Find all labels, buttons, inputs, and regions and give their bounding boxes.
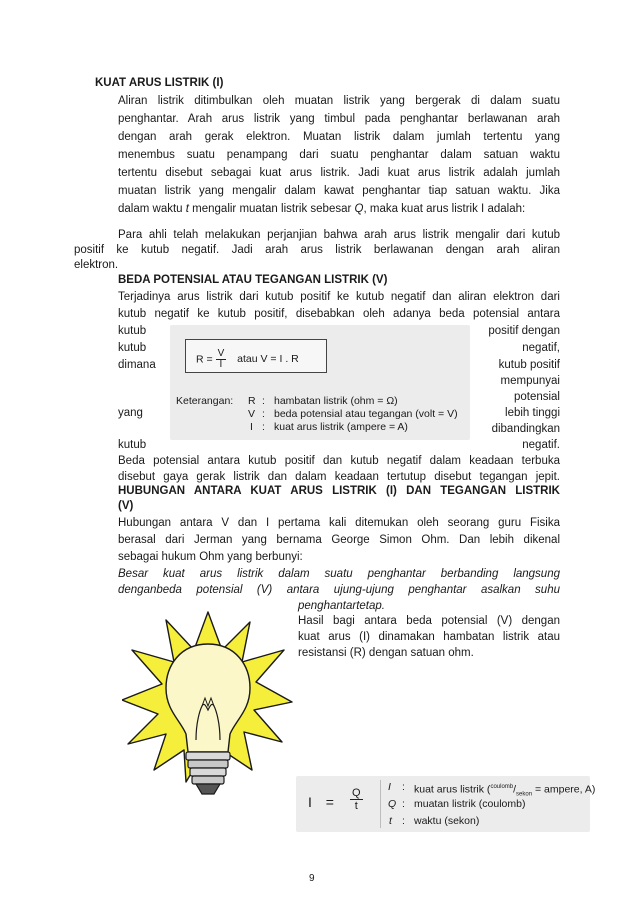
legend-sep: :: [402, 781, 405, 793]
paragraph-line: Beda potensial antara kutub positif dan kutub negatif dalam keadaan terbuka: [118, 455, 560, 467]
paragraph-line: muatan listrik yang mengalir dalam kawat penghantar tiap satuan waktu. Jika: [118, 185, 560, 197]
legend-sep: :: [402, 798, 405, 810]
legend-symbol: t: [389, 815, 392, 827]
legend-symbol: V: [248, 408, 256, 420]
paragraph-line: kutub negatif ke kutub positif, disebabkan oleh adanya beda potensial antara: [118, 308, 560, 320]
paragraph-line: Hasil bagi antara beda potensial (V) dengan: [298, 615, 560, 627]
paragraph-line: disebut gaya gerak listrik dan dalam keadaan tertutup disebut tegangan jepit.: [118, 471, 560, 483]
side-text-right: mempunyai: [500, 375, 560, 387]
paragraph-line: penghantar. Arah arus listrik yang timbul pada penghantar berlawanan arah: [118, 113, 560, 125]
side-text-right: kutub positif: [498, 359, 560, 371]
paragraph-line: Aliran listrik ditimbulkan oleh muatan listrik yang bergerak di dalam suatu: [118, 95, 560, 107]
paragraph-line: positif ke kutub negatif. Jadi arah arus listrik berlawanan dengan arah aliran: [74, 244, 560, 256]
paragraph-line: dalam waktu t mengalir muatan listrik sebesar Q, maka kuat arus listrik I adalah:: [118, 203, 526, 215]
side-text-right: potensial: [513, 391, 560, 403]
paragraph-line: sebagai hukum Ohm yang berbunyi:: [118, 551, 303, 563]
side-text-left: yang: [118, 407, 143, 419]
legend-symbol: R: [248, 395, 256, 407]
page-number: 9: [309, 873, 315, 884]
paragraph-line: Terjadinya arus listrik dari kutub positif ke kutub negatif dan aliran elektron dari: [118, 291, 560, 303]
paragraph-line: resistansi (R) dengan satuan ohm.: [298, 647, 474, 659]
side-text-right: negatif,: [522, 342, 560, 354]
legend-sep: :: [262, 408, 265, 420]
side-text-right: dibandingkan: [491, 423, 560, 435]
legend-desc: hambatan listrik (ohm = Ω): [274, 395, 398, 407]
current-formula-image: [296, 776, 596, 832]
formula-fraction: $\frac{V}{I}$: [217, 348, 225, 370]
side-text-right: lebih tinggi: [505, 407, 560, 419]
formula-r-equals: R = $\frac{V}{I}$ atau V = I . R: [196, 348, 299, 370]
side-text-right: negatif.: [522, 439, 560, 451]
side-text-left: dimana: [118, 359, 156, 371]
legend-desc: muatan listrik (coulomb): [414, 798, 526, 810]
side-text-left: kutub: [118, 439, 147, 451]
legend-desc: waktu (sekon): [414, 815, 480, 827]
side-text-left: kutub: [118, 325, 147, 337]
paragraph-line: tertentu disebut sebagai kuat arus listrik. Jadi kuat arus listrik adalah jumlah: [118, 167, 560, 179]
paragraph-line: Para ahli telah melakukan perjanjian bahwa arah arus listrik mengalir dari kutub: [118, 229, 560, 241]
light-bulb-icon: [122, 610, 294, 810]
legend-desc: beda potensial atau tegangan (volt = V): [274, 408, 458, 420]
formula-lhs: I =: [308, 794, 334, 810]
legend-desc: kuat arus listrik (ampere = A): [274, 421, 408, 433]
keterangan-label: Keterangan:: [176, 395, 234, 407]
legend-sep: :: [262, 395, 265, 407]
legend-sep: :: [402, 815, 405, 827]
formula-fraction: $\frac{Q}{t}$: [352, 787, 361, 812]
paragraph-line: kuat arus (I) dinamakan hambatan listrik atau: [298, 631, 560, 643]
side-text-left: kutub: [118, 342, 147, 354]
legend-symbol: Q: [388, 798, 397, 810]
paragraph-line: dengan arah gerak elektron. Muatan listrik dalam jumlah tertentu yang: [118, 131, 560, 143]
legend-sep: :: [262, 421, 265, 433]
section-title-hubungan: HUBUNGAN ANTARA KUAT ARUS LISTRIK (I) DAN TEGANGAN LISTRIK: [118, 485, 560, 497]
paragraph-line: elektron.: [74, 259, 119, 271]
ohm-formula-image: [170, 325, 470, 440]
ohm-law-line: Besar kuat arus listrik dalam suatu penghantar berbanding langsung: [118, 568, 560, 580]
paragraph-line: menembus suatu penampang dari suatu penghantar dalam satuan waktu: [118, 149, 560, 161]
legend-desc: kuat arus listrik ($^{coulomb}/_{sekon}$ = ampere, A): [414, 783, 596, 798]
paragraph-line: berasal dari Jerman yang bernama George Simon Ohm. Dan lebih dikenal: [118, 534, 560, 546]
ohm-law-line: denganbeda potensial (V) antara ujung-ujung penghantar asalkan suhu: [118, 584, 560, 596]
formula-divider: [380, 780, 381, 828]
section-title-kuat-arus: KUAT ARUS LISTRIK (I): [95, 77, 224, 89]
ohm-law-line: penghantartetap.: [298, 600, 385, 612]
paragraph-line: Hubungan antara V dan I pertama kali ditemukan oleh seorang guru Fisika: [118, 517, 560, 529]
side-text-right: positif dengan: [488, 325, 560, 337]
section-title-beda-potensial: BEDA POTENSIAL ATAU TEGANGAN LISTRIK (V): [118, 274, 388, 286]
section-title-hubungan-cont: (V): [118, 500, 134, 512]
legend-symbol: I: [388, 781, 391, 793]
legend-symbol: I: [250, 421, 253, 433]
